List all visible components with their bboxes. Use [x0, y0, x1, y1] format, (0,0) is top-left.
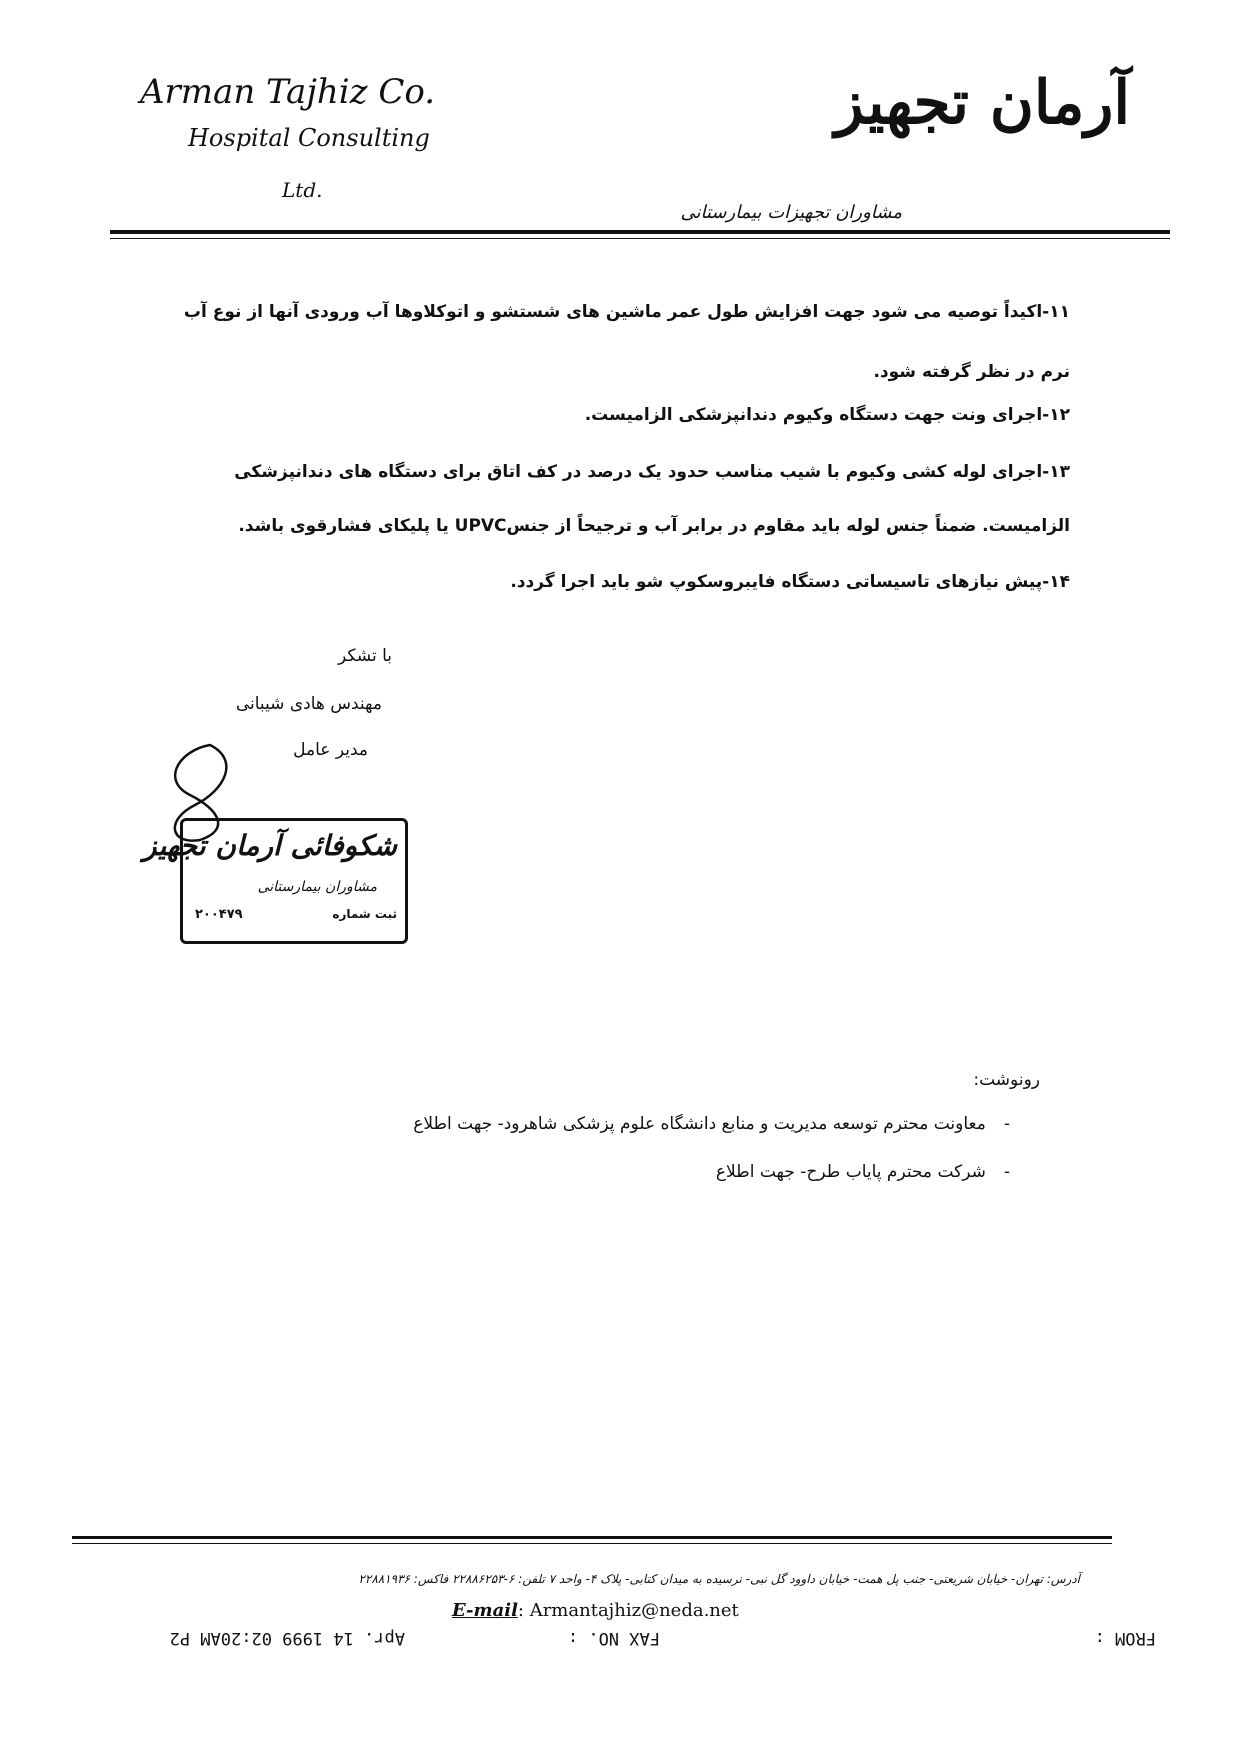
stamp-company-name: شکوفائی آرمان تجهیز	[143, 829, 397, 862]
stamp-subtitle: مشاوران بیمارستانی	[257, 879, 377, 895]
cc-heading: رونوشت:	[973, 1070, 1040, 1090]
footer-email-label: E-mail	[452, 1600, 518, 1621]
fax-datetime: Apr. 14 1999 02:20AM P2	[169, 1628, 405, 1648]
cc-item	[413, 1114, 1010, 1134]
cc-item	[716, 1162, 1010, 1182]
stamp-reg-number: ۲۰۰۴۷۹	[195, 907, 243, 922]
header-divider-thick	[110, 230, 1170, 234]
body-item-12: ۱۲-اجرای ونت جهت دستگاه وکیوم دندانپزشکی الزامیست.	[584, 405, 1070, 425]
company-tagline-persian: مشاوران تجهیزات بیمارستانی	[680, 202, 902, 223]
footer-email	[452, 1600, 739, 1621]
footer-address: آدرس: تهران- خیابان شریعتی- جنب پل همت- خیابان داوود گل نبی- نرسیده به میدان کتابی- پلاک ۴- واحد ۷ تلفن: ۶-۲۲۸۸۶۲۵۳ فاکس: ۲۲۸۸۱۹۳۶	[358, 1572, 1080, 1586]
company-stamp	[143, 818, 408, 944]
cc-bullet: -	[1003, 1162, 1010, 1182]
signer-role: مدیر عامل	[293, 740, 368, 760]
footer-email-address: : Armantajhiz@neda.net	[517, 1600, 739, 1621]
body-item-11: ۱۱-اکیداً توصیه می شود جهت افزایش طول عمر ماشین های شستشو و اتوکلاوها آب ورودی آنها از نوع آب	[183, 302, 1070, 322]
cc-item-text: شرکت محترم پایاب طرح- جهت اطلاع	[715, 1162, 986, 1182]
company-name-persian: آرمان تجهیز	[834, 68, 1130, 138]
company-tagline-english: Hospital Consulting	[188, 124, 430, 152]
closing-text: با تشکر	[338, 646, 392, 666]
fax-number-label: FAX NO. :	[567, 1628, 660, 1648]
cc-bullet: -	[1003, 1114, 1010, 1134]
company-suffix-english: Ltd.	[282, 178, 323, 202]
fax-header-strip	[0, 1622, 1240, 1652]
signer-name: مهندس هادی شیبانی	[235, 694, 382, 714]
stamp-reg-label: ثبت شماره	[332, 907, 397, 921]
footer-divider-thick	[72, 1536, 1112, 1539]
header-divider-thin	[110, 238, 1170, 239]
body-item-13: ۱۳-اجرای لوله کشی وکیوم با شیب مناسب حدود یک درصد در کف اتاق برای دستگاه های دندانپزشکی	[234, 462, 1070, 482]
footer-divider-thin	[72, 1543, 1112, 1544]
company-name-english: Arman Tajhiz Co.	[140, 72, 436, 112]
body-item-14: ۱۴-پیش نیازهای تاسیساتی دستگاه فایبروسکوپ شو باید اجرا گردد.	[510, 572, 1070, 592]
fax-from: FROM :	[1094, 1628, 1156, 1648]
cc-item-text: معاونت محترم توسعه مدیریت و منابع دانشگاه علوم پزشکی شاهرود- جهت اطلاع	[413, 1114, 986, 1134]
body-item-13-continued: الزامیست. ضمناً جنس لوله باید مقاوم در برابر آب و ترجیحاً از جنسUPVC یا پلیکای فشارقوی باشد.	[238, 516, 1070, 536]
body-item-11-continued: نرم در نظر گرفته شود.	[873, 362, 1070, 382]
